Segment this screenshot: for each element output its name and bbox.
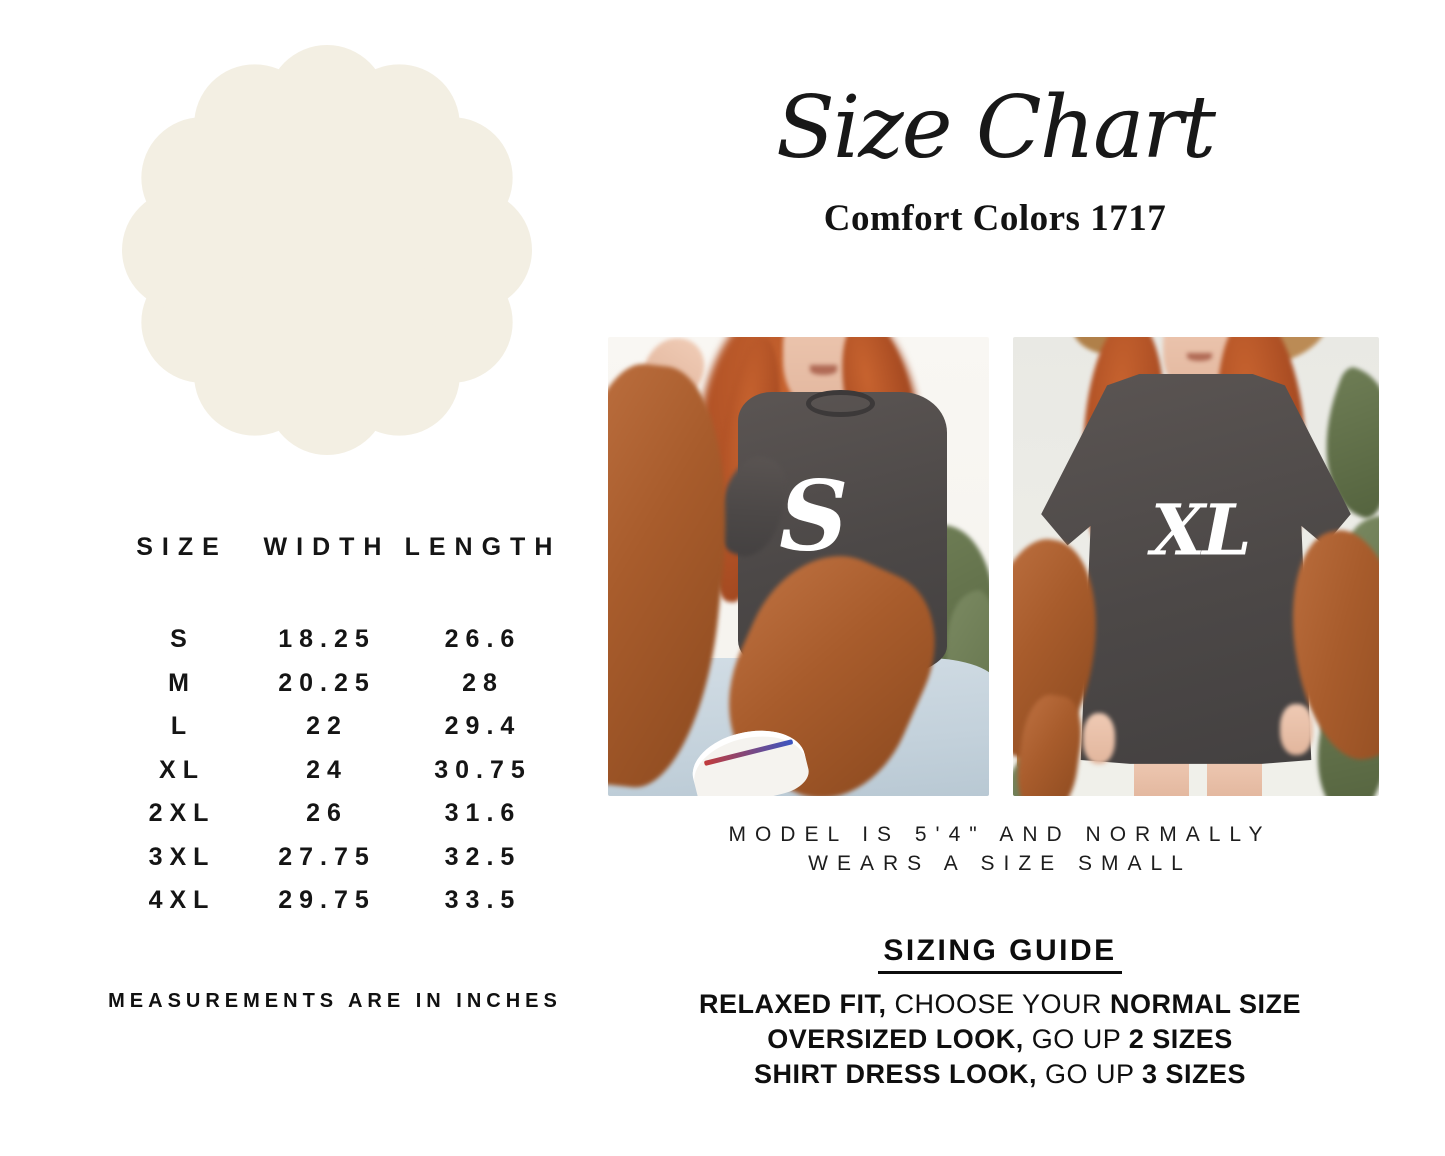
smile-shape xyxy=(810,365,837,374)
table-row xyxy=(112,879,564,923)
page-title: Size Chart xyxy=(775,78,1215,178)
shirt-size-print-xl: XL xyxy=(1150,488,1249,572)
cell-size: 3XL xyxy=(148,842,216,871)
guide-size-advice: NORMAL SIZE xyxy=(1110,989,1302,1019)
cell-size: M xyxy=(168,668,196,697)
cell-size: 4XL xyxy=(148,886,216,915)
cell-length: 26.6 xyxy=(444,625,522,654)
cell-length: 30.75 xyxy=(434,755,532,784)
guide-instruction: GO UP xyxy=(1036,1059,1142,1089)
model-photo-size-xl xyxy=(1013,337,1379,796)
cell-length: 32.5 xyxy=(444,842,522,871)
cell-length: 31.6 xyxy=(444,799,522,828)
col-header-width: WIDTH xyxy=(263,533,391,561)
col-header-size: SIZE xyxy=(136,533,228,561)
model-caption-line2: WEARS A SIZE SMALL xyxy=(808,852,1192,875)
table-row xyxy=(112,705,564,749)
sizing-guide-heading: SIZING GUIDE xyxy=(878,934,1121,974)
col-header-length: LENGTH xyxy=(404,533,562,561)
cell-size: L xyxy=(170,712,194,741)
cell-width: 24 xyxy=(306,755,348,784)
model-photo-size-s xyxy=(608,337,989,796)
table-row xyxy=(112,618,564,662)
guide-fit-name: RELAXED FIT, xyxy=(698,989,887,1019)
scallop-badge xyxy=(122,45,532,455)
guide-size-advice: 3 SIZES xyxy=(1142,1059,1247,1089)
header xyxy=(610,62,1380,240)
guide-fit-name: OVERSIZED LOOK, xyxy=(767,1024,1024,1054)
size-table xyxy=(112,533,564,923)
hand-shape xyxy=(1083,713,1116,763)
cell-length: 28 xyxy=(462,668,504,697)
collar-shape xyxy=(806,390,875,418)
size-table-header xyxy=(112,533,564,562)
guide-size-advice: 2 SIZES xyxy=(1128,1024,1233,1054)
cell-width: 20.25 xyxy=(278,668,376,697)
guide-fit-name: SHIRT DRESS LOOK, xyxy=(753,1059,1037,1089)
cell-width: 18.25 xyxy=(278,625,376,654)
measurements-note: MEASUREMENTS ARE IN INCHES xyxy=(108,990,562,1012)
cell-size: S xyxy=(170,625,194,654)
model-caption-line1: MODEL IS 5'4" AND NORMALLY xyxy=(728,823,1272,846)
table-row xyxy=(112,792,564,836)
sizing-guide-lines xyxy=(615,987,1385,1092)
sizing-guide-line xyxy=(615,987,1385,1022)
cell-length: 29.4 xyxy=(444,712,522,741)
cell-width: 22 xyxy=(306,712,348,741)
table-row xyxy=(112,836,564,880)
size-table-body xyxy=(112,618,564,923)
sizing-guide-line xyxy=(615,1057,1385,1092)
table-row xyxy=(112,749,564,793)
cell-width: 29.75 xyxy=(278,886,376,915)
shirt-size-print-s: S xyxy=(779,459,849,573)
model-caption xyxy=(615,820,1385,878)
guide-instruction: CHOOSE YOUR xyxy=(886,989,1111,1019)
table-row xyxy=(112,662,564,706)
sizing-guide xyxy=(615,934,1385,1092)
cell-size: XL xyxy=(159,755,205,784)
cell-width: 26 xyxy=(306,799,348,828)
hand-shape xyxy=(1280,704,1313,754)
sizing-guide-line xyxy=(615,1022,1385,1057)
cell-width: 27.75 xyxy=(278,842,376,871)
guide-instruction: GO UP xyxy=(1023,1024,1129,1054)
cell-size: 2XL xyxy=(148,799,216,828)
cell-length: 33.5 xyxy=(444,886,522,915)
page-subtitle: Comfort Colors 1717 xyxy=(823,198,1167,240)
